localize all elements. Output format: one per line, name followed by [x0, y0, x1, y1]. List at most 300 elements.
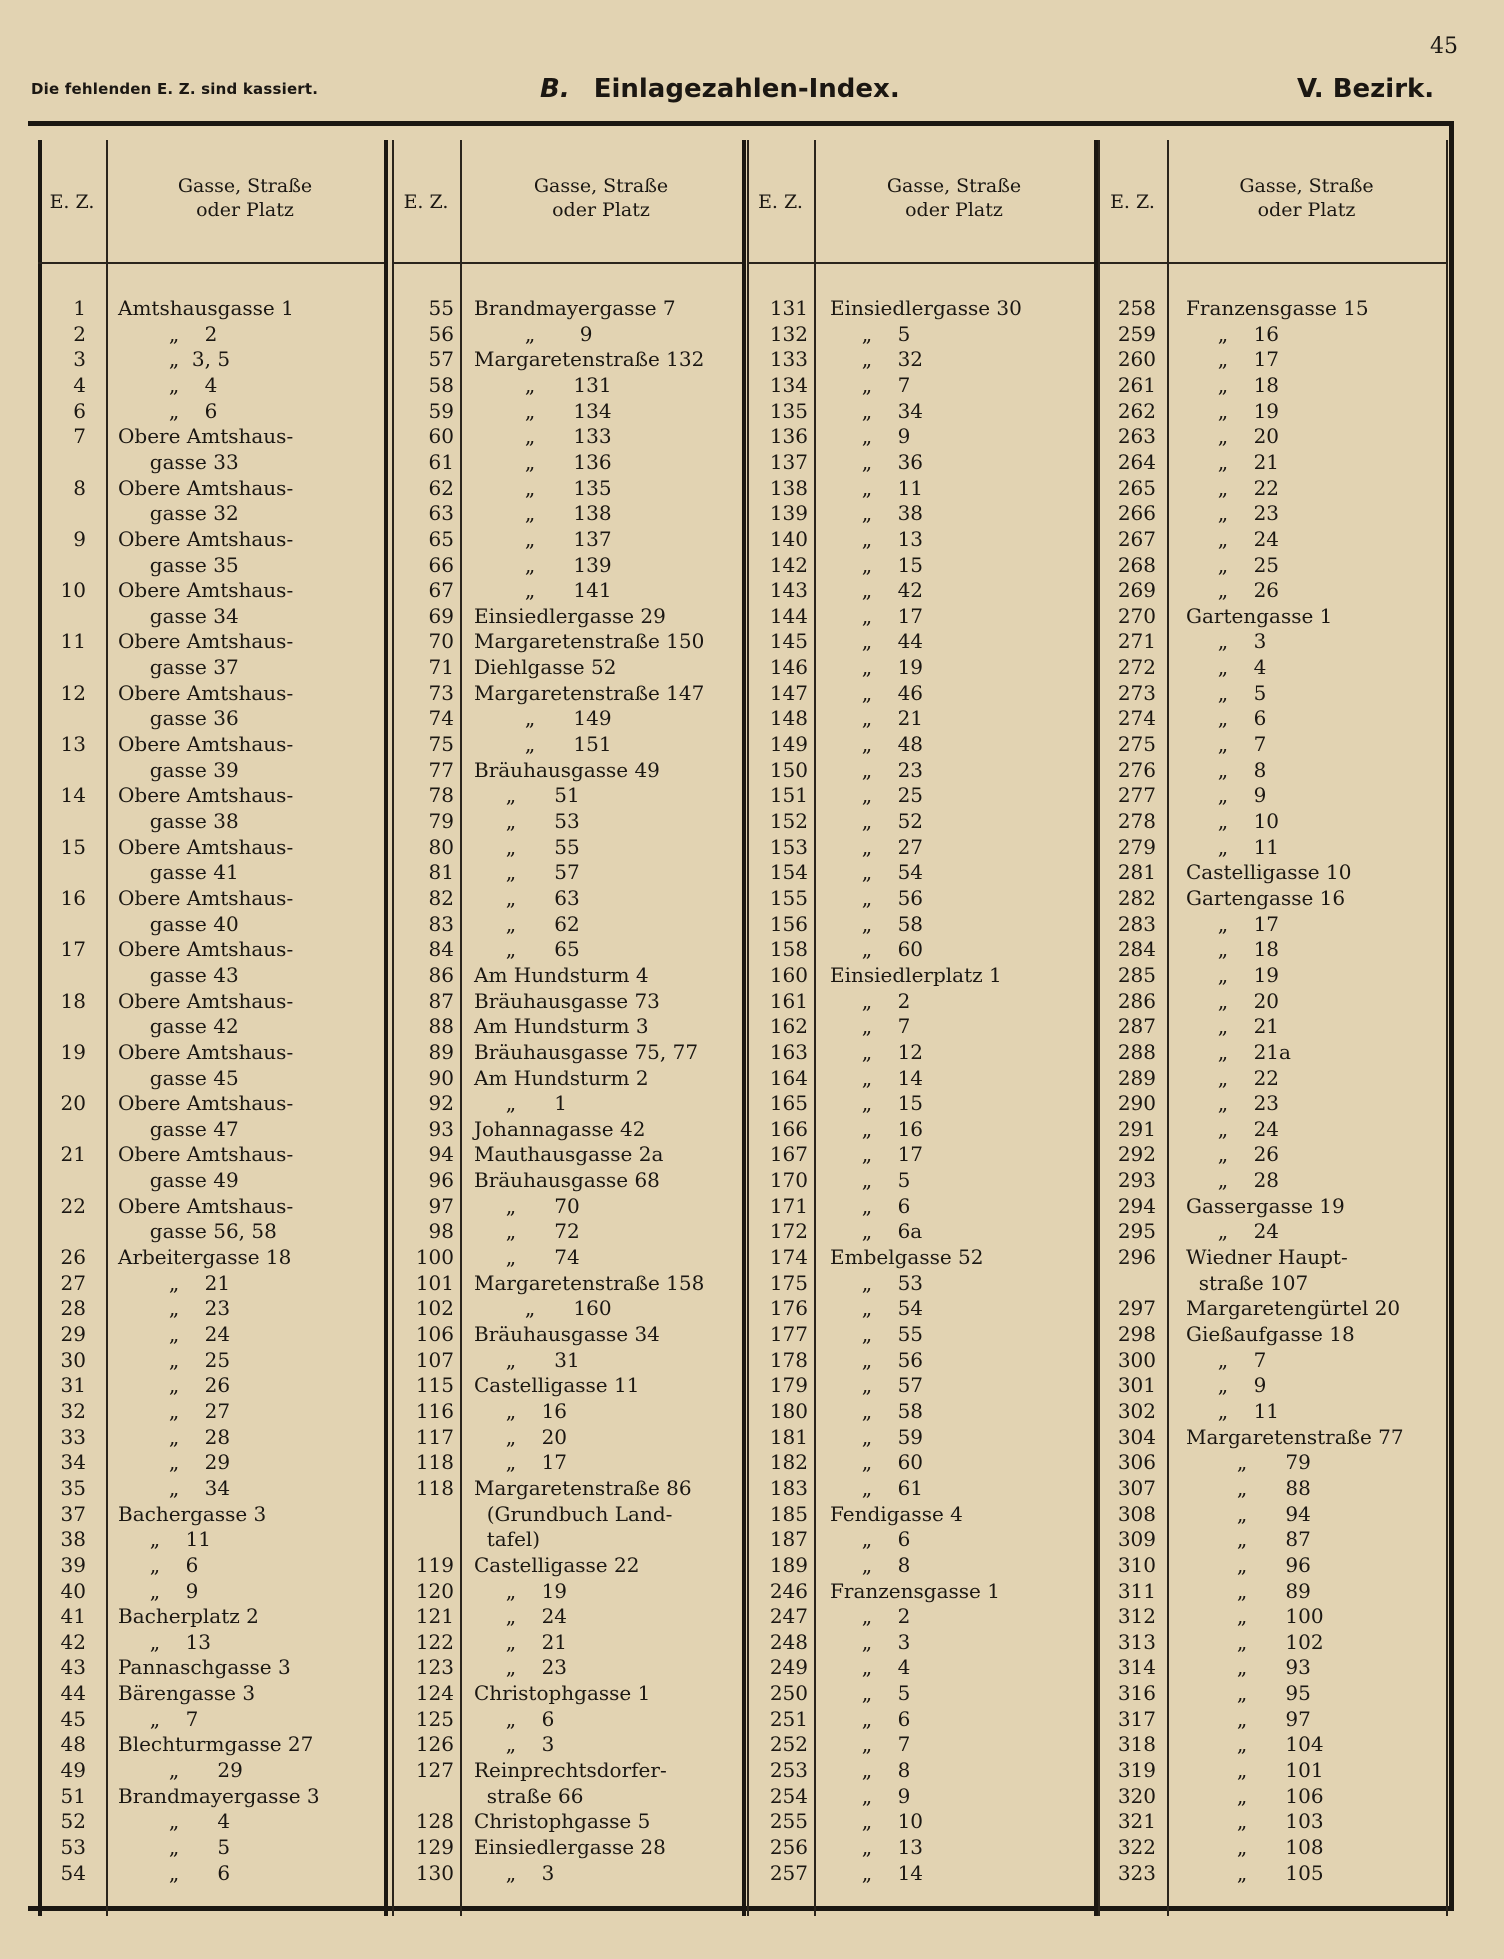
street-entry: „ 29: [118, 1450, 231, 1475]
street-entry: „ 65: [474, 937, 580, 962]
street-entry: „ 96: [1186, 1552, 1311, 1577]
street-entry: „ 8: [830, 1552, 911, 1577]
street-entry: „ 11: [118, 1527, 212, 1552]
ez-number: 66: [428, 552, 454, 577]
ez-number: 53: [60, 1835, 86, 1859]
ez-number: 26: [60, 1245, 86, 1270]
ez-number: 288: [1117, 1039, 1156, 1064]
ez-number: 148: [769, 706, 808, 731]
street-entry: „ 19: [1186, 962, 1280, 987]
ez-number: 57: [428, 347, 454, 372]
column-rule: [384, 140, 388, 1916]
street-entry: Obere Amtshaus-: [118, 1039, 294, 1064]
street-entry: „ 46: [830, 680, 924, 705]
street-entry: straße 107: [1186, 1270, 1309, 1295]
street-column-header: Gasse, Straße oder Platz: [886, 175, 1022, 221]
street-entry: (Grundbuch Land-: [474, 1501, 673, 1526]
street-entry: „ 7: [830, 372, 911, 397]
ez-number: 257: [769, 1860, 808, 1885]
street-entry: Margaretenstraße 158: [474, 1270, 705, 1295]
street-entry: „ 24: [1186, 1116, 1280, 1141]
street-entry: „ 108: [1186, 1835, 1324, 1859]
street-entry: „ 53: [474, 809, 580, 833]
street-entry: „ 24: [474, 1604, 568, 1629]
street-entry: „ 5: [118, 1835, 231, 1859]
ez-number: 183: [769, 1475, 808, 1500]
ez-number: 130: [415, 1860, 454, 1885]
ez-number: 84: [428, 937, 454, 962]
ez-number: 271: [1117, 629, 1156, 654]
ez-number: 29: [60, 1322, 86, 1346]
ez-number: 267: [1117, 526, 1156, 551]
ez-number: 291: [1117, 1116, 1156, 1141]
ez-number: 128: [415, 1809, 454, 1834]
street-entry: Bräuhausgasse 49: [474, 757, 660, 782]
ez-column-header: E. Z.: [403, 191, 449, 213]
ez-number: 175: [769, 1270, 808, 1295]
street-entry: „ 97: [1186, 1706, 1311, 1731]
street-entry: Obere Amtshaus-: [118, 526, 294, 551]
ez-number: 176: [769, 1296, 808, 1321]
section-heading: [540, 74, 900, 104]
street-entry: gasse 56, 58: [118, 1219, 277, 1244]
street-entry: Margaretenstraße 86: [474, 1475, 692, 1500]
street-entry: Margaretenstraße 150: [474, 629, 705, 654]
ez-number: 248: [769, 1629, 808, 1654]
ez-number: 138: [769, 475, 808, 500]
ez-number: 160: [769, 962, 808, 987]
street-entry: „ 23: [474, 1655, 568, 1680]
street-entry: Bacherplatz 2: [118, 1604, 259, 1629]
ez-number: 54: [60, 1860, 86, 1885]
ez-number: 249: [769, 1655, 808, 1680]
ez-number: 73: [428, 680, 454, 705]
street-entry: Gießaufgasse 18: [1186, 1322, 1355, 1346]
street-entry: „ 9: [830, 424, 911, 449]
ez-number: 123: [415, 1655, 454, 1680]
ez-number: 56: [428, 321, 454, 346]
street-column-header: Gasse, Straße oder Platz: [1239, 175, 1374, 221]
ez-number: 69: [428, 603, 454, 628]
ez-number: 166: [769, 1116, 808, 1141]
ez-number: 2: [73, 321, 86, 346]
street-entry: „ 149: [474, 706, 612, 731]
ez-number: 294: [1117, 1193, 1156, 1218]
street-entry: Bräuhausgasse 34: [474, 1322, 660, 1346]
street-entry: „ 34: [118, 1475, 231, 1500]
street-entry: Gartengasse 1: [1186, 603, 1333, 628]
column-rule: [814, 140, 816, 1916]
street-entry: „ 27: [830, 834, 924, 859]
street-entry: „ 100: [1186, 1604, 1324, 1629]
street-entry: gasse 38: [118, 809, 239, 833]
street-entry: gasse 43: [118, 962, 239, 987]
ez-number: 254: [769, 1783, 808, 1808]
street-entry: „ 8: [1186, 757, 1267, 782]
ez-number: 265: [1117, 475, 1156, 500]
ez-number: 321: [1117, 1809, 1156, 1834]
street-entry: gasse 42: [118, 1014, 239, 1039]
ez-number: 286: [1117, 988, 1156, 1013]
ez-number: 115: [415, 1373, 454, 1398]
ez-number: 34: [60, 1450, 86, 1475]
street-entry: „ 14: [830, 1065, 924, 1090]
street-entry: Brandmayergasse 7: [474, 296, 676, 320]
street-entry: „ 93: [1186, 1655, 1311, 1680]
ez-number: 28: [60, 1296, 86, 1321]
street-entry: „ 11: [830, 475, 924, 500]
street-entry: „ 16: [1186, 321, 1280, 346]
street-entry: Fendigasse 4: [830, 1501, 963, 1526]
ez-number: 3: [73, 347, 86, 372]
street-entry: „ 21: [830, 706, 924, 731]
ez-number: 264: [1117, 449, 1156, 474]
street-entry: gasse 34: [118, 603, 239, 628]
street-entry: „ 24: [1186, 1219, 1280, 1244]
ez-number: 181: [769, 1424, 808, 1449]
street-entry: Pannaschgasse 3: [118, 1655, 291, 1680]
ez-number: 39: [60, 1552, 86, 1577]
street-entry: „ 16: [474, 1398, 568, 1423]
street-entry: gasse 39: [118, 757, 239, 782]
ez-number: 89: [428, 1039, 454, 1064]
ez-number: 178: [769, 1347, 808, 1372]
ez-number: 137: [769, 449, 808, 474]
ez-number: 150: [769, 757, 808, 782]
ez-number: 185: [769, 1501, 808, 1526]
ez-number: 164: [769, 1065, 808, 1090]
column-rule: [460, 140, 462, 1916]
ez-number: 276: [1117, 757, 1156, 782]
header-rule: [392, 262, 742, 264]
ez-number: 322: [1117, 1835, 1156, 1859]
ez-number: 18: [60, 988, 86, 1013]
street-entry: „ 17: [1186, 347, 1280, 372]
ez-number: 61: [428, 449, 454, 474]
street-entry: „ 5: [830, 321, 911, 346]
street-entry: „ 6: [474, 1706, 555, 1731]
ez-number: 38: [60, 1527, 86, 1552]
street-entry: „ 13: [830, 1835, 924, 1859]
street-entry: Gassergasse 19: [1186, 1193, 1345, 1218]
street-entry: Margaretenstraße 77: [1186, 1424, 1404, 1449]
street-entry: Brandmayergasse 3: [118, 1783, 320, 1808]
street-entry: Am Hundsturm 3: [474, 1014, 649, 1039]
ez-number: 30: [60, 1347, 86, 1372]
street-entry: „ 23: [1186, 1091, 1280, 1116]
ez-number: 290: [1117, 1091, 1156, 1116]
ez-number: 284: [1117, 937, 1156, 962]
street-entry: „ 23: [830, 757, 924, 782]
ez-number: 97: [428, 1193, 454, 1218]
street-entry: Arbeitergasse 18: [118, 1245, 292, 1270]
ez-number: 307: [1117, 1475, 1156, 1500]
ez-number: 42: [60, 1629, 86, 1654]
ez-number: 316: [1117, 1681, 1156, 1706]
ez-number: 10: [60, 578, 86, 603]
ez-number: 27: [60, 1270, 86, 1295]
street-entry: „ 44: [830, 629, 924, 654]
street-entry: „ 3, 5: [118, 347, 231, 372]
street-entry: „ 7: [830, 1014, 911, 1039]
ez-number: 122: [415, 1629, 454, 1654]
ez-number: 20: [60, 1091, 86, 1116]
street-entry: Amtshausgasse 1: [118, 296, 294, 320]
street-entry: „ 25: [830, 783, 924, 808]
street-entry: „ 29: [118, 1758, 243, 1783]
street-entry: Franzensgasse 1: [830, 1578, 1000, 1603]
street-entry: Obere Amtshaus-: [118, 680, 294, 705]
street-entry: „ 139: [474, 552, 612, 577]
column-rule: [1167, 140, 1169, 1916]
ez-number: 155: [769, 885, 808, 910]
ez-number: 15: [60, 834, 86, 859]
ez-number: 96: [428, 1168, 454, 1193]
street-entry: „ 54: [830, 860, 924, 885]
street-entry: „ 21: [1186, 449, 1280, 474]
ez-number: 304: [1117, 1424, 1156, 1449]
ez-number: 177: [769, 1322, 808, 1346]
street-entry: „ 4: [1186, 655, 1267, 680]
street-entry: „ 151: [474, 732, 612, 757]
street-entry: „ 74: [474, 1245, 580, 1270]
ez-number: 35: [60, 1475, 86, 1500]
street-entry: „ 16: [830, 1116, 924, 1141]
street-entry: „ 133: [474, 424, 612, 449]
street-entry: Obere Amtshaus-: [118, 1142, 294, 1167]
ez-number: 272: [1117, 655, 1156, 680]
street-entry: „ 9: [830, 1783, 911, 1808]
ez-number: 151: [769, 783, 808, 808]
street-entry: „ 21: [118, 1270, 231, 1295]
ez-number: 258: [1117, 296, 1156, 320]
ez-number: 268: [1117, 552, 1156, 577]
street-entry: „ 136: [474, 449, 612, 474]
ez-number: 144: [769, 603, 808, 628]
street-entry: Castelligasse 10: [1186, 860, 1352, 885]
ez-number: 127: [415, 1758, 454, 1783]
street-entry: „ 9: [118, 1578, 199, 1603]
street-entry: gasse 32: [118, 501, 239, 526]
ez-number: 82: [428, 885, 454, 910]
district-label: V. Bezirk.: [1297, 74, 1435, 104]
ez-number: 320: [1117, 1783, 1156, 1808]
ez-number: 256: [769, 1835, 808, 1859]
ez-number: 174: [769, 1245, 808, 1270]
street-entry: „ 95: [1186, 1681, 1311, 1706]
street-entry: „ 102: [1186, 1629, 1324, 1654]
ez-number: 152: [769, 809, 808, 833]
ez-number: 278: [1117, 809, 1156, 833]
street-entry: „ 57: [830, 1373, 924, 1398]
ez-number: 281: [1117, 860, 1156, 885]
ez-number: 32: [60, 1398, 86, 1423]
ez-number: 283: [1117, 911, 1156, 936]
street-entry: „ 141: [474, 578, 612, 603]
street-entry: „ 2: [830, 988, 911, 1013]
street-entry: „ 62: [474, 911, 580, 936]
street-entry: „ 63: [474, 885, 580, 910]
street-entry: „ 138: [474, 501, 612, 526]
ez-number: 120: [415, 1578, 454, 1603]
ez-number: 71: [428, 655, 454, 680]
ez-number: 313: [1117, 1629, 1156, 1654]
street-entry: Einsiedlergasse 29: [474, 603, 666, 628]
ez-number: 309: [1117, 1527, 1156, 1552]
street-entry: Obere Amtshaus-: [118, 732, 294, 757]
street-entry: „ 11: [1186, 834, 1280, 859]
street-entry: „ 32: [830, 347, 924, 372]
street-entry: „ 22: [1186, 1065, 1280, 1090]
ez-number: 165: [769, 1091, 808, 1116]
street-entry: „ 17: [830, 603, 924, 628]
street-entry: gasse 45: [118, 1065, 239, 1090]
street-entry: Christophgasse 1: [474, 1681, 651, 1706]
ez-number: 287: [1117, 1014, 1156, 1039]
ez-number: 275: [1117, 732, 1156, 757]
ez-number: 300: [1117, 1347, 1156, 1372]
street-entry: „ 14: [830, 1860, 924, 1885]
street-entry: Einsiedlerplatz 1: [830, 962, 1002, 987]
street-entry: Castelligasse 22: [474, 1552, 640, 1577]
street-entry: „ 17: [474, 1450, 568, 1475]
street-entry: „ 18: [1186, 937, 1280, 962]
ez-number: 45: [60, 1706, 86, 1731]
street-entry: „ 48: [830, 732, 924, 757]
page-number: 45: [1430, 34, 1458, 59]
ez-number: 131: [769, 296, 808, 320]
street-entry: „ 106: [1186, 1783, 1324, 1808]
ez-number: 255: [769, 1809, 808, 1834]
street-entry: „ 17: [830, 1142, 924, 1167]
section-letter: B.: [540, 74, 570, 104]
ez-number: 182: [769, 1450, 808, 1475]
ez-number: 41: [60, 1604, 86, 1629]
street-entry: „ 5: [830, 1681, 911, 1706]
column-rule: [106, 140, 108, 1916]
street-entry: „ 1: [474, 1091, 568, 1116]
street-entry: „ 51: [474, 783, 580, 808]
ez-number: 262: [1117, 398, 1156, 423]
ez-number: 251: [769, 1706, 808, 1731]
ez-number: 162: [769, 1014, 808, 1039]
ez-number: 259: [1117, 321, 1156, 346]
ez-number: 70: [428, 629, 454, 654]
street-entry: „ 23: [118, 1296, 231, 1321]
street-entry: „ 4: [830, 1655, 911, 1680]
ez-number: 100: [415, 1245, 454, 1270]
street-entry: „ 24: [1186, 526, 1280, 551]
ez-number: 302: [1117, 1398, 1156, 1423]
street-entry: „ 20: [474, 1424, 568, 1449]
ez-number: 142: [769, 552, 808, 577]
ez-number: 58: [428, 372, 454, 397]
ez-number: 116: [415, 1398, 454, 1423]
ez-number: 87: [428, 988, 454, 1013]
ez-number: 118: [415, 1475, 454, 1500]
ez-number: 55: [428, 296, 454, 320]
street-entry: „ 58: [830, 911, 924, 936]
ez-number: 9: [73, 526, 86, 551]
street-entry: „ 7: [118, 1706, 199, 1731]
ez-number: 78: [428, 783, 454, 808]
street-entry: „ 24: [118, 1322, 231, 1346]
ez-number: 59: [428, 398, 454, 423]
ez-number: 153: [769, 834, 808, 859]
ez-number: 292: [1117, 1142, 1156, 1167]
street-entry: „ 22: [1186, 475, 1280, 500]
street-column-header: Gasse, Straße oder Platz: [533, 175, 669, 221]
street-entry: „ 9: [1186, 783, 1267, 808]
column-rule: [742, 140, 746, 1916]
street-entry: „ 54: [830, 1296, 924, 1321]
ez-number: 74: [428, 706, 454, 731]
ez-number: 65: [428, 526, 454, 551]
street-entry: „ 13: [830, 526, 924, 551]
ez-number: 125: [415, 1706, 454, 1731]
ez-number: 37: [60, 1501, 86, 1526]
ez-number: 296: [1117, 1245, 1156, 1270]
ez-number: 179: [769, 1373, 808, 1398]
ez-number: 301: [1117, 1373, 1156, 1398]
header-rule: [747, 262, 1094, 264]
street-entry: Embelgasse 52: [830, 1245, 984, 1270]
street-entry: Bachergasse 3: [118, 1501, 267, 1526]
ez-number: 273: [1117, 680, 1156, 705]
street-entry: Christophgasse 5: [474, 1809, 651, 1834]
street-entry: Obere Amtshaus-: [118, 578, 294, 603]
street-entry: „ 6: [830, 1193, 911, 1218]
street-entry: Am Hundsturm 2: [474, 1065, 649, 1090]
street-entry: „ 6: [1186, 706, 1267, 731]
ez-number: 94: [428, 1142, 454, 1167]
street-entry: Margaretengürtel 20: [1186, 1296, 1401, 1321]
ez-number: 277: [1117, 783, 1156, 808]
street-entry: „ 21a: [1186, 1039, 1291, 1064]
street-entry: gasse 36: [118, 706, 239, 731]
street-entry: „ 60: [830, 937, 924, 962]
ez-number: 167: [769, 1142, 808, 1167]
ez-number: 250: [769, 1681, 808, 1706]
ez-number: 163: [769, 1039, 808, 1064]
street-entry: „ 21: [474, 1629, 568, 1654]
ez-number: 49: [60, 1758, 86, 1783]
ez-number: 189: [769, 1552, 808, 1577]
street-entry: „ 19: [474, 1578, 568, 1603]
street-entry: „ 10: [830, 1809, 924, 1834]
ez-number: 16: [60, 885, 86, 910]
street-entry: „ 7: [830, 1732, 911, 1757]
street-entry: „ 20: [1186, 988, 1280, 1013]
ez-number: 187: [769, 1527, 808, 1552]
street-entry: Einsiedlergasse 28: [474, 1835, 666, 1859]
street-entry: Margaretenstraße 132: [474, 347, 705, 372]
street-entry: Obere Amtshaus-: [118, 885, 294, 910]
street-entry: „ 36: [830, 449, 924, 474]
street-entry: „ 4: [118, 1809, 231, 1834]
ez-number: 146: [769, 655, 808, 680]
street-entry: gasse 35: [118, 552, 239, 577]
ez-number: 282: [1117, 885, 1156, 910]
ez-number: 17: [60, 937, 86, 962]
street-entry: Obere Amtshaus-: [118, 834, 294, 859]
ez-number: 86: [428, 962, 454, 987]
ez-number: 4: [73, 372, 86, 397]
street-entry: „ 25: [118, 1347, 231, 1372]
ez-number: 143: [769, 578, 808, 603]
street-entry: Obere Amtshaus-: [118, 1193, 294, 1218]
street-entry: „ 7: [1186, 1347, 1267, 1372]
